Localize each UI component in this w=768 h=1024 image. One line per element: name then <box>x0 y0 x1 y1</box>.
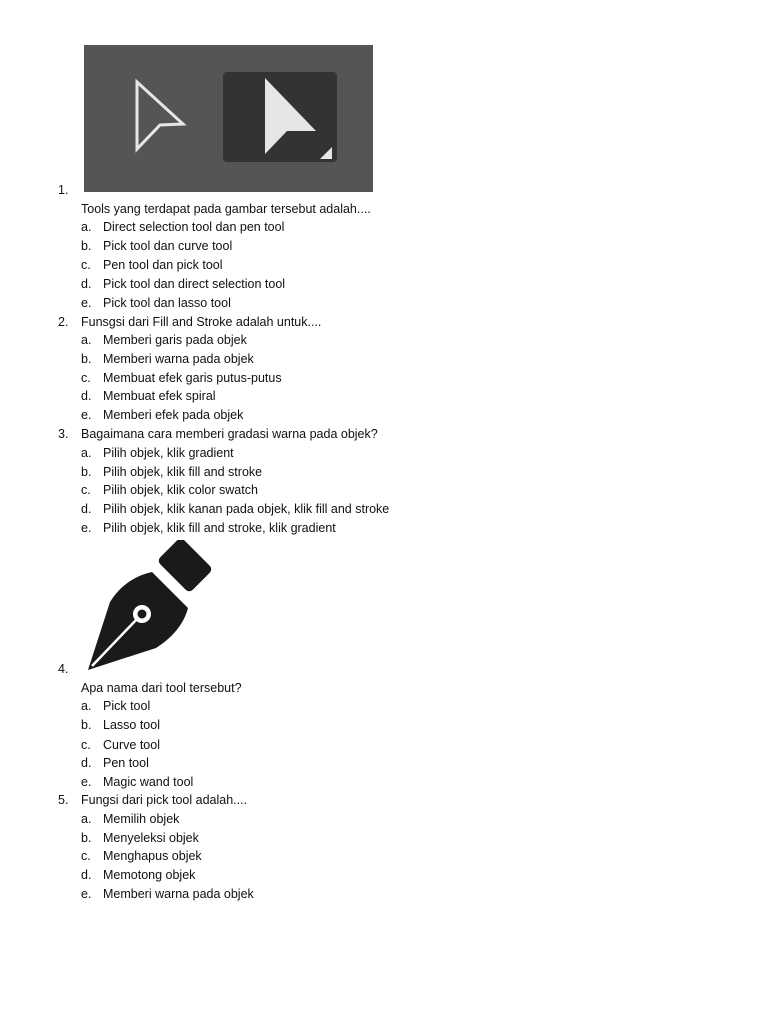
option-text: Curve tool <box>103 738 160 752</box>
option-text: Pick tool dan curve tool <box>103 239 233 253</box>
option-text: Pilih objek, klik kanan pada objek, klik fill and stroke <box>103 502 390 516</box>
option-letter: d. <box>81 756 92 770</box>
option-text: Memberi warna pada objek <box>103 887 254 901</box>
option-text: Memotong objek <box>103 868 196 882</box>
option-letter: d. <box>81 389 92 403</box>
pen-nib-svg <box>84 540 214 672</box>
question-text: Fungsi dari pick tool adalah.... <box>81 793 248 807</box>
outline-arrow-icon <box>137 82 183 149</box>
option-text: Memberi warna pada objek <box>103 352 254 366</box>
option-letter: e. <box>81 408 92 422</box>
option-letter: b. <box>81 465 92 479</box>
question-number: 1. <box>58 183 69 197</box>
option-letter: d. <box>81 502 92 516</box>
question-number: 2. <box>58 315 69 329</box>
option-text: Pick tool dan direct selection tool <box>103 277 286 291</box>
option-letter: a. <box>81 333 92 347</box>
selection-tools-image <box>84 45 373 192</box>
option-text: Pen tool <box>103 756 149 770</box>
question-text: Apa nama dari tool tersebut? <box>81 681 242 695</box>
option-letter: b. <box>81 718 92 732</box>
option-letter: b. <box>81 352 92 366</box>
option-text: Pick tool <box>103 699 151 713</box>
option-letter: a. <box>81 812 92 826</box>
option-text: Membuat efek spiral <box>103 389 216 403</box>
question-number: 3. <box>58 427 69 441</box>
option-letter: d. <box>81 868 92 882</box>
option-text: Pilih objek, klik color swatch <box>103 483 258 497</box>
selection-tools-svg <box>84 45 373 192</box>
option-letter: c. <box>81 738 91 752</box>
option-letter: b. <box>81 831 92 845</box>
option-letter: a. <box>81 446 92 460</box>
option-text: Menghapus objek <box>103 849 202 863</box>
option-text: Magic wand tool <box>103 775 194 789</box>
option-text: Menyeleksi objek <box>103 831 199 845</box>
option-text: Pilih objek, klik fill and stroke <box>103 465 263 479</box>
option-letter: c. <box>81 483 91 497</box>
option-text: Pilih objek, klik gradient <box>103 446 234 460</box>
option-text: Pilih objek, klik fill and stroke, klik gradient <box>103 521 336 535</box>
option-text: Direct selection tool dan pen tool <box>103 220 285 234</box>
option-text: Memilih objek <box>103 812 180 826</box>
question-text: Funsgsi dari Fill and Stroke adalah untuk.... <box>81 315 322 329</box>
option-letter: e. <box>81 521 92 535</box>
nib-hole-inner <box>138 610 147 619</box>
option-letter: c. <box>81 371 91 385</box>
option-text: Pick tool dan lasso tool <box>103 296 231 310</box>
question-number: 4. <box>58 662 69 676</box>
option-letter: e. <box>81 775 92 789</box>
option-text: Memberi efek pada objek <box>103 408 244 422</box>
option-letter: a. <box>81 699 92 713</box>
question-text: Tools yang terdapat pada gambar tersebut adalah.... <box>81 202 371 216</box>
option-letter: b. <box>81 239 92 253</box>
pen-nib-image <box>84 540 214 672</box>
option-text: Lasso tool <box>103 718 160 732</box>
question-number: 5. <box>58 793 69 807</box>
question-text: Bagaimana cara memberi gradasi warna pada objek? <box>81 427 378 441</box>
option-letter: e. <box>81 296 92 310</box>
option-letter: e. <box>81 887 92 901</box>
option-letter: c. <box>81 849 91 863</box>
option-letter: d. <box>81 277 92 291</box>
option-text: Pen tool dan pick tool <box>103 258 223 272</box>
option-text: Memberi garis pada objek <box>103 333 247 347</box>
option-letter: c. <box>81 258 91 272</box>
option-text: Membuat efek garis putus-putus <box>103 371 282 385</box>
option-letter: a. <box>81 220 92 234</box>
